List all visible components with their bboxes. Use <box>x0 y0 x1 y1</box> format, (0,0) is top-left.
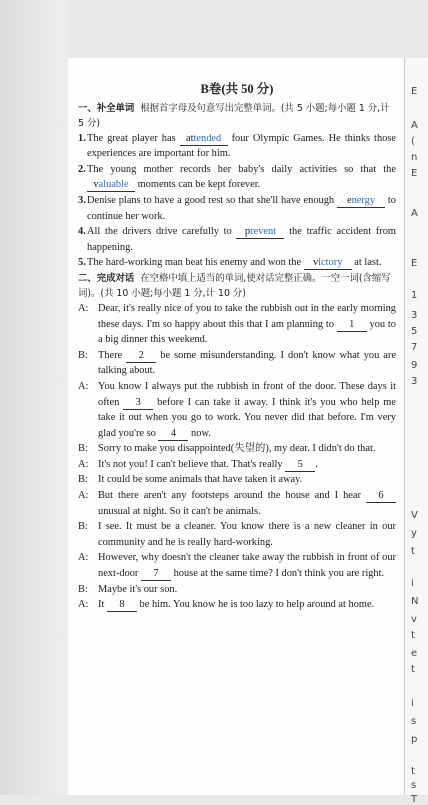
dialogue-line <box>78 301 396 348</box>
dialogue-text: be him. You know he is too lazy to help around at home. <box>136 599 375 611</box>
next-page-edge <box>404 58 428 805</box>
section-2-instructions: 在空格中填上适当的单词,使对话完整正确。一空一词(含缩写词)。(共 10 小题;每小题 1 分,计 10 分) <box>78 272 391 299</box>
speaker-label: A: <box>78 552 89 564</box>
dialogue-blank: 1 <box>337 319 367 332</box>
section-1-instructions: 根据首字母及句意写出完整单词。(共 5 小题;每小题 1 分,计 5 分) <box>78 102 390 129</box>
dialogue-line <box>78 379 396 441</box>
question-text: moments can be kept forever. <box>135 179 261 191</box>
given-letters: e <box>346 194 352 206</box>
given-letters: at <box>186 132 194 144</box>
question-text: at last. <box>351 257 382 269</box>
answer-blank <box>304 257 352 270</box>
next-page-char: 7 <box>411 342 418 353</box>
dialogue-text: Maybe it's our son. <box>98 583 178 595</box>
dialogue-line <box>78 550 396 581</box>
answer-blank <box>180 133 228 146</box>
handwritten-answer: revent <box>250 226 277 238</box>
next-page-char: e <box>411 648 418 659</box>
dialogue-line <box>78 457 396 473</box>
next-page-char: 3 <box>411 376 418 387</box>
next-page-char: s <box>411 780 417 791</box>
question-number: 5. <box>78 257 86 269</box>
next-page-char: y <box>411 528 417 539</box>
dialogue-text: It <box>98 599 107 611</box>
handwritten-answer: ictory <box>318 257 343 269</box>
dialogue-text: It could be some animals that have taken it away. <box>98 474 303 486</box>
speaker-label: B: <box>78 521 88 533</box>
next-page-char: i <box>411 698 414 709</box>
question-text: The hard-working man beat his enemy and won the <box>87 257 304 269</box>
dialogue-blank: 4 <box>158 428 188 441</box>
speaker-label: B: <box>78 583 88 595</box>
question-item <box>78 131 396 162</box>
dialogue-text: However, why doesn't the cleaner take away the rubbish in front of our next-door <box>98 552 396 580</box>
next-page-char: t <box>411 664 415 675</box>
dialogue-blank: 6 <box>366 490 396 503</box>
next-page-char: 9 <box>411 360 418 371</box>
next-page-char: E <box>411 168 418 179</box>
next-page-char: V <box>411 510 418 521</box>
question-number: 3. <box>78 194 86 206</box>
dialogue-text: you to a big dinner this weekend. <box>98 318 396 346</box>
next-page-char: 5 <box>411 326 418 337</box>
question-number: 1. <box>78 132 86 144</box>
dialogue-text: It's not you! I can't believe that. That's really <box>98 458 286 470</box>
question-item <box>78 162 396 193</box>
next-page-char: s <box>411 716 417 727</box>
question-number: 4. <box>78 226 86 238</box>
page-shadow <box>0 0 68 795</box>
dialogue-text: I see. It must be a cleaner. You know there is a new cleaner in our community and he is really hard-working. <box>98 521 396 548</box>
dialogue-line <box>78 582 396 598</box>
dialogue-line <box>78 441 396 457</box>
dialogue-text: now. <box>188 427 211 439</box>
answer-blank <box>87 179 135 192</box>
next-page-char: ( <box>411 136 415 147</box>
dialogue-line <box>78 472 396 488</box>
question-text: the traffic accident from happening. <box>87 226 396 253</box>
dialogue-line <box>78 519 396 550</box>
dialogue-text: be some misunderstanding. I don't know what you are talking about. <box>98 349 396 377</box>
speaker-label: A: <box>78 458 89 470</box>
dialogue-blank: 7 <box>141 568 171 581</box>
answer-blank <box>236 226 284 239</box>
speaker-label: A: <box>78 490 89 502</box>
question-text: Denise plans to have a good rest so that she'll have enough <box>87 194 338 206</box>
next-page-char: v <box>411 614 417 625</box>
next-page-char: 3 <box>411 310 418 321</box>
next-page-char: N <box>411 596 419 607</box>
dialogue-text: house at the same time? I don't think you are right. <box>171 568 385 580</box>
question-item <box>78 193 396 224</box>
section-1-heading <box>78 101 396 131</box>
next-page-char: t <box>411 766 415 777</box>
next-page-char: t <box>411 546 415 557</box>
dialogue-text: before I can take it away. I think it's you who help me take it out when you go to work. You never did that before. I'm very glad you're so <box>98 396 396 439</box>
given-letters: v <box>93 179 99 191</box>
question-text: four Olympic Games. He thinks those experiences are important for him. <box>87 132 396 160</box>
handwritten-answer: aluable <box>98 179 129 191</box>
dialogue-text: Sorry to make you disappointed(失望的), my dear. I didn't do that. <box>98 443 376 455</box>
next-page-char: 1 <box>411 290 418 301</box>
question-text: The great player has <box>87 132 180 144</box>
speaker-label: B: <box>78 474 88 486</box>
question-text: All the drivers drive carefully to <box>87 226 237 238</box>
dialogue-text: . <box>315 458 318 470</box>
given-letters: v <box>312 257 319 269</box>
dialogue-blank: 2 <box>126 350 156 363</box>
answer-blank <box>337 195 385 208</box>
question-text: The young mother records her baby's daily activities so that the <box>87 163 396 175</box>
dialogue-blank: 5 <box>285 459 315 472</box>
speaker-label: A: <box>78 302 89 314</box>
speaker-label: A: <box>78 599 89 611</box>
next-page-char: t <box>411 630 415 641</box>
next-page-char: i <box>411 578 414 589</box>
dialogue-text: You know I always put the rubbish in front of the door. These days it often <box>98 380 396 408</box>
next-page-char: p <box>411 734 418 745</box>
dialogue-blank: 3 <box>123 397 153 410</box>
speaker-label: B: <box>78 443 88 455</box>
next-page-char: n <box>411 152 418 163</box>
next-page-char: A <box>411 120 418 131</box>
question-item <box>78 255 396 271</box>
given-letters: p <box>244 226 251 238</box>
dialogue-line <box>78 348 396 379</box>
speaker-label: A: <box>78 380 89 392</box>
page-title: B卷(共 50 分) <box>200 82 274 96</box>
dialogue-text: Dear, it's really nice of you to take the rubbish out in the early morning these days. I'm so happy about this that I am planning to <box>98 302 396 330</box>
handwritten-answer: tended <box>193 132 222 144</box>
section-1-questions <box>78 131 396 271</box>
question-number: 2. <box>78 163 86 175</box>
page-content <box>78 82 396 613</box>
section-2-dialogue <box>78 301 396 613</box>
dialogue-line <box>78 597 396 613</box>
dialogue-text: unusual at night. So it can't be animals. <box>98 505 261 517</box>
dialogue-line <box>78 488 396 519</box>
section-1-head: 一、补全单词 <box>78 102 135 114</box>
next-page-char: E <box>411 258 418 269</box>
section-2-heading <box>78 271 396 301</box>
dialogue-text: But there aren't any footsteps around the house and I hear <box>98 490 366 502</box>
next-page-char: A <box>411 208 418 219</box>
handwritten-answer: nergy <box>351 194 376 206</box>
next-page-char: T <box>411 794 418 805</box>
speaker-label: B: <box>78 349 88 361</box>
question-item <box>78 224 396 255</box>
question-text: to continue her work. <box>87 194 396 222</box>
next-page-char: E <box>411 86 418 97</box>
section-2-head: 二、完成对话 <box>78 272 135 284</box>
dialogue-blank: 8 <box>107 599 137 612</box>
dialogue-text: There <box>98 349 127 361</box>
document-page <box>68 58 404 795</box>
